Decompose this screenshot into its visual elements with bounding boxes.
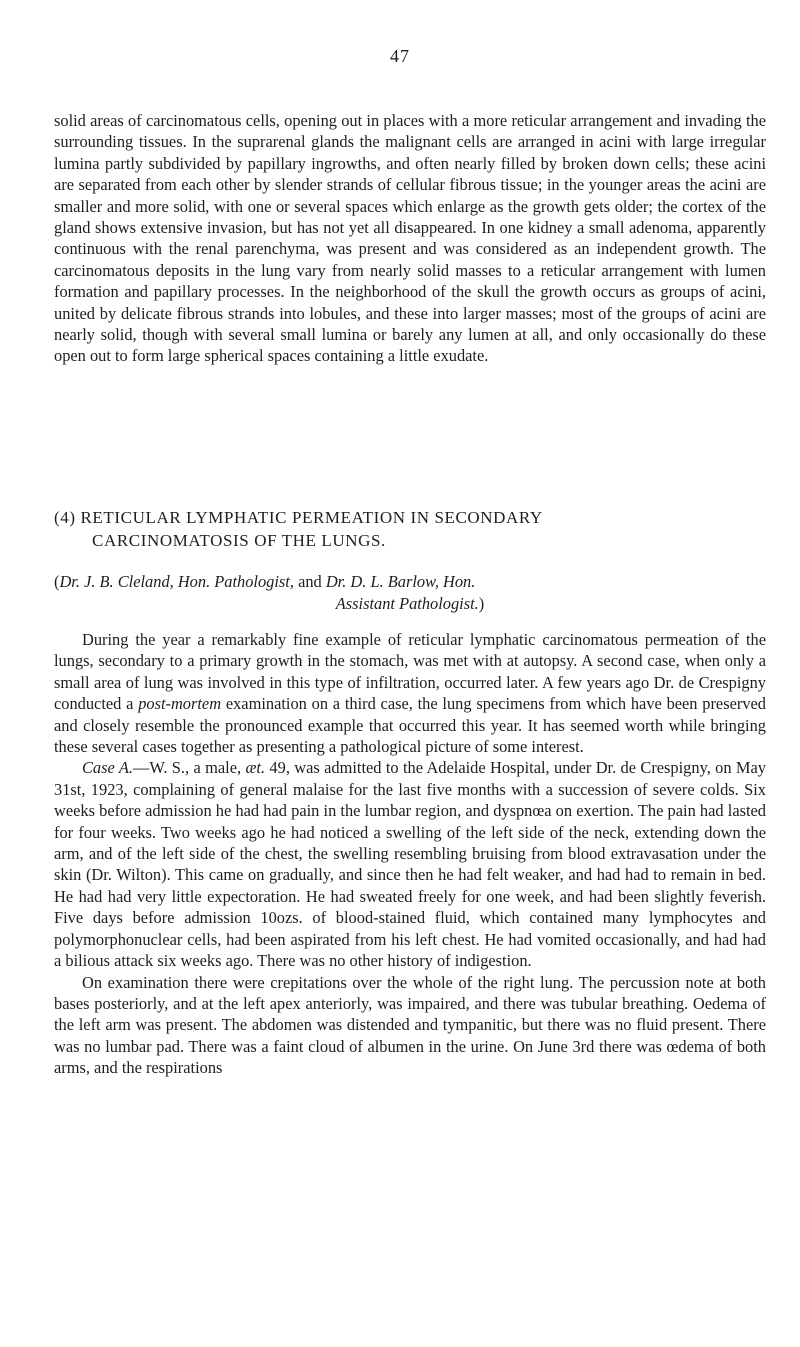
- article-body: [54, 629, 766, 1079]
- author-2: Dr. D. L. Barlow, Hon.: [325, 572, 476, 591]
- case-a-start: —W. S., a male,: [132, 758, 242, 778]
- author-line-2: [54, 593, 766, 615]
- post-mortem-term: post-mortem: [138, 694, 222, 714]
- intro-text-rest: examination on a third case, the lung specimens from which have been preserved and closely resemble the pronounced example that occurred this year. It has seemed worth while bringing these several cases together as presenting a pathological picture of some interest.: [54, 694, 766, 757]
- paragraph-intro: [54, 629, 766, 757]
- intro-text: During the year a remarkably fine example of reticular lymphatic carcinomatous permeation of the lungs, secondary to a primary growth in the stomach, was met with at autopsy. A second case, when only a small area of lung was involved in this type of infiltration, occurred later. A few years ago Dr. de Crespigny conducted a: [54, 630, 766, 714]
- aet-term: æt.: [245, 758, 266, 778]
- close-paren: ): [478, 594, 485, 613]
- author-credit: [54, 571, 766, 615]
- paragraph-case-a: [54, 757, 766, 971]
- paragraph-text: solid areas of carcinomatous cells, opening out in places with a more reticular arrangement and invading the surrounding tissues. In the suprarenal glands the malignant cells are arranged in acini with large irregular lumina partly subdivided by papillary ingrowths, and often nearly filled by broken down cells; these acini are separated from each other by slender strands of cellular fibrous tissue; in the younger areas the acini are smaller and more solid, with one or several spaces which enlarge as the growth gets older; the cortex of the gland shows extensive invasion, but has not yet all disappeared. In one kidney a small adenoma, apparently continuous with the renal parenchyma, was present and was considered as an independent growth. The carcinomatous deposits in the lung vary from nearly solid masses to a reticular arrangement with lumen formation and papillary processes. In the neighborhood of the skull the growth occurs as groups of acini, united by delicate fibrous strands into lobules, and these into larger masses; most of the groups of acini are nearly solid, though with several small lumina or barely any lumen at all, and only occasionally do these open out to form large spherical spaces containing a little exudate.: [54, 111, 766, 366]
- author-2-role: Assistant Pathologist.: [335, 594, 479, 613]
- case-a-text: 49, was admitted to the Adelaide Hospital, under Dr. de Crespigny, on May 31st, 1923, complaining of general malaise for the last five months with a succession of severe colds. Six weeks before admission he had had pain in the lumbar region, and dyspnœa on exertion. The pain had lasted for four weeks. Two weeks ago he had noticed a swelling of the left side of the neck, extending down the arm, and of the left side of the chest, the swelling resembling bruising from blood extravasation under the skin (Dr. Wilton). This came on gradually, and since then he had felt weaker, and had had to remain in bed. He had had very little expectoration. He had sweated freely for one week, and had been slightly feverish. Five days before admission 10ozs. of blood-stained fluid, which contained many lymphocytes and polymorphonuclear cells, had been aspirated from his left chest. He had vomited occasionally, and had had a bilious attack six weeks ago. There was no other history of indigestion.: [54, 758, 766, 971]
- continued-paragraph: [54, 110, 766, 367]
- page-number: 47: [390, 46, 410, 66]
- author-line-1: [54, 571, 766, 593]
- case-label: Case A.: [82, 758, 133, 778]
- section-heading: [54, 506, 766, 552]
- open-paren: (: [54, 572, 60, 591]
- heading-line-1: (4) RETICULAR LYMPHATIC PERMEATION IN SECONDARY: [54, 508, 543, 527]
- heading-line-2: CARCINOMATOSIS OF THE LUNGS.: [92, 531, 386, 550]
- author-and: and: [298, 572, 322, 591]
- paragraph-examination: On examination there were crepitations over the whole of the right lung. The percussion note at both bases posteriorly, and at the left apex anteriorly, was impaired, and there was tubular breathing. Oedema of the left arm was present. The abdomen was distended and tympanitic, but there was no fluid present. There was no lumbar pad. There was a faint cloud of albumen in the urine. On June 3rd there was œdema of both arms, and the respirations: [54, 972, 766, 1078]
- author-1: Dr. J. B. Cleland, Hon. Pathologist,: [59, 572, 294, 591]
